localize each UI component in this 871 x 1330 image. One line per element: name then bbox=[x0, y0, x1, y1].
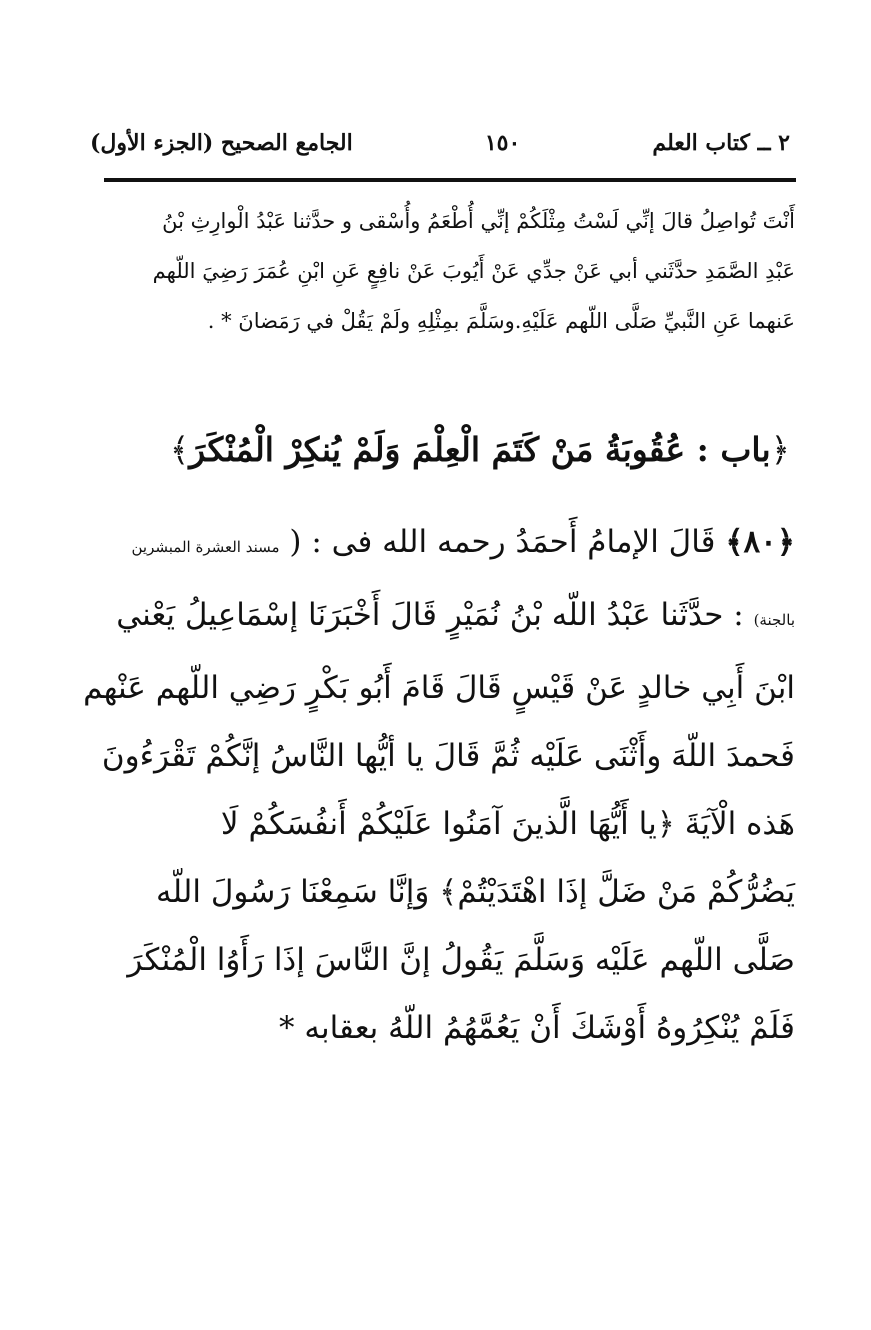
book-title: الجامع الصحيح (الجزء الأول) bbox=[90, 130, 353, 156]
hadith-text bbox=[83, 508, 795, 1062]
top-passage bbox=[100, 196, 795, 346]
hadith-intro: قَالَ الإمامُ أَحمَدُ رحمه الله فى : ( bbox=[289, 524, 716, 560]
top-passage-line-1: أَنْتَ تُواصِلُ قالَ إنِّي لَسْتُ مِثْلَكُمْ إنِّي أُطْعَمُ وأُسْقى و حدَّثنا عَبْدُ الْوارِثِ بْنُ bbox=[162, 209, 795, 233]
hadith-line-3: ابْنَ أَبِي خالدٍ عَنْ قَيْسٍ قَالَ قَامَ أَبُو بَكْرٍ رَضِي اللّهم عَنْهم bbox=[83, 670, 795, 706]
hadith-line-5: هَذه الْآيَةَ ﴿يا أَيُّهَا الَّذينَ آمَنُوا عَلَيْكُمْ أَنفُسَكُمْ لَا bbox=[220, 806, 795, 842]
page-header bbox=[90, 118, 790, 168]
ornament-open-icon: ﴿ bbox=[770, 430, 790, 469]
top-passage-line-2: عَبْدِ الصَّمَدِ حدَّثَني أبي عَنْ جدِّي عَنْ أَيُوبَ عَنْ نافِعٍ عَنِ ابْنِ عُمَرَ رَضِيَ اللّهم bbox=[152, 259, 795, 283]
header-divider bbox=[104, 178, 796, 182]
hadith-number: ﴿٨٠﴾ bbox=[725, 524, 795, 560]
ornament-close-icon: ﴾ bbox=[169, 430, 190, 469]
hadith-source-end: بالجنة) bbox=[753, 611, 795, 629]
hadith-line-2 bbox=[90, 581, 795, 654]
chapter-title: ٢ ــ كتاب العلم bbox=[652, 130, 790, 156]
hadith-line-4: فَحمدَ اللّهَ وأَثْنَى عَلَيْه ثُمَّ قَالَ يا أيُّها النَّاسُ إنَّكُمْ تَقْرَءُونَ bbox=[101, 738, 795, 774]
top-passage-line-3: عَنهما عَنِ النَّبيِّ صَلَّى اللّهم عَلَيْهِ.وسَلَّمَ بمِثْلِهِ ولَمْ يَقُلْ في رَمَضانَ * . bbox=[207, 309, 795, 333]
hadith-line-6: يَضُرُّكُمْ مَنْ ضَلَّ إذَا اهْتَدَيْتُمْ﴾ وَإنَّا سَمِعْنَا رَسُولَ اللّه bbox=[156, 874, 795, 910]
hadith-line-2-text: : حدَّثَنا عَبْدُ اللّه بْنُ نُمَيْرٍ قَالَ أَخْبَرَنَا إسْمَاعِيلُ يَعْني bbox=[116, 597, 744, 633]
hadith-source: مسند العشرة المبشرين bbox=[131, 538, 280, 556]
hadith-line-1 bbox=[90, 508, 795, 581]
chapter-heading-text: باب : عُقُوبَةُ مَنْ كَتَمَ الْعِلْمَ وَلَمْ يُنكِرْ الْمُنْكَرَ bbox=[189, 430, 771, 469]
hadith-line-7: صَلَّى اللّهم عَلَيْه وَسَلَّمَ يَقُولُ إنَّ النَّاسَ إذَا رَأَوُا الْمُنْكَرَ bbox=[127, 942, 795, 978]
chapter-heading bbox=[150, 430, 790, 469]
page-number: ١٥٠ bbox=[484, 130, 521, 156]
hadith-line-8: فَلَمْ يُنْكِرُوهُ أَوْشَكَ أَنْ يَعُمَّهُمُ اللّهُ بعقابه * bbox=[279, 1010, 795, 1046]
